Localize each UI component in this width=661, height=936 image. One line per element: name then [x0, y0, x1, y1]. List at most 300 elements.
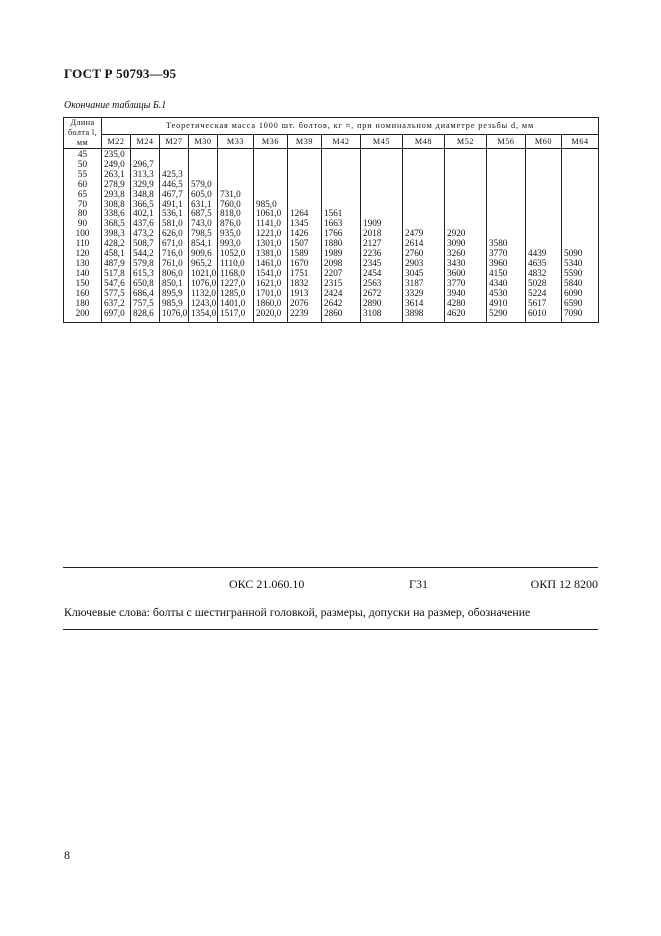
bolt-length-cell: 160 — [64, 289, 102, 299]
mass-value-cell — [361, 149, 403, 160]
mass-value-cell — [562, 209, 599, 219]
classification-row — [63, 577, 598, 593]
mass-value-cell — [254, 190, 288, 200]
mass-value-cell: 2315 — [322, 279, 361, 289]
mass-value-cell: 1110,0 — [218, 259, 254, 269]
mass-value-cell: 3770 — [445, 279, 487, 289]
mass-value-cell: 1052,0 — [218, 249, 254, 259]
bolt-length-cell: 65 — [64, 190, 102, 200]
mass-value-cell: 1141,0 — [254, 219, 288, 229]
mass-value-cell: 1860,0 — [254, 299, 288, 309]
mass-value-cell: 3090 — [445, 239, 487, 249]
bolt-length-cell: 200 — [64, 309, 102, 323]
diameter-header: М60 — [526, 135, 562, 149]
mass-value-cell: 278,9 — [102, 180, 131, 190]
mass-value-cell: 615,3 — [131, 269, 160, 279]
mass-value-cell: 348,8 — [131, 190, 160, 200]
mass-value-cell: 828,6 — [131, 309, 160, 323]
mass-value-cell: 473,2 — [131, 229, 160, 239]
mass-value-cell: 2239 — [288, 309, 322, 323]
mass-value-cell: 577,5 — [102, 289, 131, 299]
mass-value-cell: 6010 — [526, 309, 562, 323]
mass-value-cell: 2236 — [361, 249, 403, 259]
okp-code: ОКП 12 8200 — [530, 577, 598, 591]
mass-value-cell: 850,1 — [160, 279, 189, 289]
mass-value-cell: 1221,0 — [254, 229, 288, 239]
table-row — [64, 180, 599, 190]
mass-value-cell: 3614 — [403, 299, 445, 309]
page-number: 8 — [64, 848, 70, 862]
keywords-line: Ключевые слова: болты с шестигранной головкой, размеры, допуски на размер, обозначение — [64, 605, 531, 619]
mass-value-cell: 2207 — [322, 269, 361, 279]
mass-value-cell: 1517,0 — [218, 309, 254, 323]
mass-value-cell: 731,0 — [218, 190, 254, 200]
bolt-mass-table — [63, 117, 599, 323]
mass-value-cell: 2076 — [288, 299, 322, 309]
mass-value-cell: 1285,0 — [218, 289, 254, 299]
mass-value-cell — [322, 170, 361, 180]
table-row — [64, 279, 599, 289]
footer-top-rule — [63, 567, 598, 568]
mass-value-cell: 5340 — [562, 259, 599, 269]
mass-value-cell: 1381,0 — [254, 249, 288, 259]
mass-value-cell — [562, 190, 599, 200]
length-column-header — [64, 118, 102, 149]
mass-value-cell: 366,5 — [131, 200, 160, 210]
mass-value-cell — [288, 170, 322, 180]
mass-value-cell: 1021,0 — [189, 269, 218, 279]
mass-value-cell — [526, 190, 562, 200]
mass-value-cell: 965,2 — [189, 259, 218, 269]
mass-value-cell — [361, 180, 403, 190]
table-row — [64, 229, 599, 239]
mass-value-cell — [189, 160, 218, 170]
table-row — [64, 239, 599, 249]
mass-value-cell: 5224 — [526, 289, 562, 299]
mass-value-cell — [487, 209, 526, 219]
mass-value-cell: 1561 — [322, 209, 361, 219]
mass-value-cell — [288, 160, 322, 170]
table-row — [64, 170, 599, 180]
mass-value-cell — [403, 170, 445, 180]
mass-value-cell: 3045 — [403, 269, 445, 279]
mass-value-cell — [562, 149, 599, 160]
table-body — [64, 149, 599, 323]
mass-value-cell: 3430 — [445, 259, 487, 269]
table-row — [64, 249, 599, 259]
mass-value-cell — [403, 209, 445, 219]
mass-value-cell: 4150 — [487, 269, 526, 279]
mass-group-header: Теоретическая масса 1000 шт. болтов, кг ≈, при номинальном диаметре резьбы d, мм — [102, 118, 599, 135]
mass-value-cell: 1663 — [322, 219, 361, 229]
mass-value-cell: 985,0 — [254, 200, 288, 210]
mass-value-cell — [288, 190, 322, 200]
table-caption: Окончание таблицы Б.1 — [64, 100, 167, 111]
mass-value-cell: 1132,0 — [189, 289, 218, 299]
mass-value-cell: 1168,0 — [218, 269, 254, 279]
length-header-line1: Длина — [70, 118, 95, 127]
mass-value-cell: 2098 — [322, 259, 361, 269]
mass-value-cell: 2860 — [322, 309, 361, 323]
diameter-header: М24 — [131, 135, 160, 149]
mass-value-cell — [403, 149, 445, 160]
mass-value-cell — [218, 160, 254, 170]
mass-value-cell — [322, 200, 361, 210]
bolt-length-cell: 60 — [64, 180, 102, 190]
mass-value-cell: 508,7 — [131, 239, 160, 249]
mass-value-cell: 2903 — [403, 259, 445, 269]
table-row — [64, 309, 599, 323]
mass-value-cell: 1426 — [288, 229, 322, 239]
mass-value-cell: 761,0 — [160, 259, 189, 269]
mass-value-cell: 895,9 — [160, 289, 189, 299]
mass-value-cell: 402,1 — [131, 209, 160, 219]
mass-value-cell — [322, 190, 361, 200]
mass-value-cell: 2563 — [361, 279, 403, 289]
mass-value-cell: 338,6 — [102, 209, 131, 219]
mass-value-cell: 5028 — [526, 279, 562, 289]
bolt-length-cell: 150 — [64, 279, 102, 289]
mass-value-cell — [526, 160, 562, 170]
mass-value-cell: 5840 — [562, 279, 599, 289]
mass-value-cell: 4832 — [526, 269, 562, 279]
mass-value-cell: 798,5 — [189, 229, 218, 239]
mass-value-cell: 687,5 — [189, 209, 218, 219]
mass-value-cell: 3329 — [403, 289, 445, 299]
mass-value-cell — [445, 219, 487, 229]
mass-value-cell — [160, 149, 189, 160]
mass-value-cell — [562, 170, 599, 180]
mass-value-cell: 425,3 — [160, 170, 189, 180]
mass-value-cell: 5090 — [562, 249, 599, 259]
mass-value-cell — [526, 200, 562, 210]
mass-value-cell: 446,5 — [160, 180, 189, 190]
mass-value-cell: 1227,0 — [218, 279, 254, 289]
mass-value-cell — [322, 160, 361, 170]
mass-value-cell — [526, 180, 562, 190]
mass-value-cell — [160, 160, 189, 170]
diameter-header: М45 — [361, 135, 403, 149]
mass-value-cell: 1909 — [361, 219, 403, 229]
length-header-line2: болта l, — [67, 128, 98, 137]
mass-value-cell: 368,5 — [102, 219, 131, 229]
mass-value-cell: 398,3 — [102, 229, 131, 239]
mass-value-cell: 1461,0 — [254, 259, 288, 269]
mass-value-cell — [526, 209, 562, 219]
mass-value-cell — [288, 200, 322, 210]
diameter-header: М56 — [487, 135, 526, 149]
bolt-length-cell: 80 — [64, 209, 102, 219]
bolt-length-cell: 90 — [64, 219, 102, 229]
mass-value-cell: 2672 — [361, 289, 403, 299]
mass-value-cell: 1345 — [288, 219, 322, 229]
mass-value-cell: 1076,0 — [160, 309, 189, 323]
mass-value-cell — [403, 180, 445, 190]
mass-value-cell: 2454 — [361, 269, 403, 279]
mass-value-cell — [218, 180, 254, 190]
mass-value-cell: 4620 — [445, 309, 487, 323]
mass-value-cell: 637,2 — [102, 299, 131, 309]
mass-value-cell: 437,6 — [131, 219, 160, 229]
mass-value-cell — [562, 219, 599, 229]
mass-value-cell: 3770 — [487, 249, 526, 259]
mass-value-cell: 249,0 — [102, 160, 131, 170]
mass-value-cell: 1301,0 — [254, 239, 288, 249]
mass-value-cell — [189, 170, 218, 180]
mass-value-cell: 2920 — [445, 229, 487, 239]
mass-value-cell: 1061,0 — [254, 209, 288, 219]
mass-value-cell — [288, 149, 322, 160]
mass-value-cell — [487, 219, 526, 229]
mass-value-cell: 5590 — [562, 269, 599, 279]
mass-value-cell: 1401,0 — [218, 299, 254, 309]
mass-value-cell — [445, 209, 487, 219]
mass-value-cell: 3960 — [487, 259, 526, 269]
mass-value-cell — [445, 200, 487, 210]
mass-value-cell: 313,3 — [131, 170, 160, 180]
mass-value-cell — [526, 239, 562, 249]
mass-value-cell: 4910 — [487, 299, 526, 309]
mass-value-cell: 2890 — [361, 299, 403, 309]
mass-value-cell — [218, 149, 254, 160]
mass-value-cell: 7090 — [562, 309, 599, 323]
diameter-header: М42 — [322, 135, 361, 149]
diameter-header: М52 — [445, 135, 487, 149]
mass-value-cell: 3108 — [361, 309, 403, 323]
mass-value-cell: 1880 — [322, 239, 361, 249]
mass-value-cell — [361, 200, 403, 210]
mass-value-cell: 2127 — [361, 239, 403, 249]
bolt-length-cell: 110 — [64, 239, 102, 249]
mass-value-cell: 806,0 — [160, 269, 189, 279]
mass-value-cell — [218, 170, 254, 180]
mass-value-cell — [322, 149, 361, 160]
mass-value-cell: 5290 — [487, 309, 526, 323]
mass-value-cell: 2345 — [361, 259, 403, 269]
mass-value-cell: 1264 — [288, 209, 322, 219]
mass-value-cell: 2018 — [361, 229, 403, 239]
mass-value-cell — [487, 149, 526, 160]
mass-value-cell — [445, 149, 487, 160]
mass-value-cell: 547,6 — [102, 279, 131, 289]
mass-value-cell: 263,1 — [102, 170, 131, 180]
mass-value-cell: 854,1 — [189, 239, 218, 249]
table-row — [64, 190, 599, 200]
diameter-header: М48 — [403, 135, 445, 149]
mass-value-cell: 428,2 — [102, 239, 131, 249]
mass-value-cell: 671,0 — [160, 239, 189, 249]
mass-value-cell: 876,0 — [218, 219, 254, 229]
mass-value-cell — [445, 170, 487, 180]
mass-value-cell: 686,4 — [131, 289, 160, 299]
mass-value-cell: 308,8 — [102, 200, 131, 210]
mass-value-cell: 4530 — [487, 289, 526, 299]
mass-value-cell: 2424 — [322, 289, 361, 299]
mass-value-cell — [288, 180, 322, 190]
bolt-length-cell: 70 — [64, 200, 102, 210]
mass-value-cell: 760,0 — [218, 200, 254, 210]
diameter-header: М33 — [218, 135, 254, 149]
mass-value-cell: 626,0 — [160, 229, 189, 239]
mass-value-cell: 4439 — [526, 249, 562, 259]
mass-value-cell: 2614 — [403, 239, 445, 249]
bolt-length-cell: 120 — [64, 249, 102, 259]
mass-value-cell: 6590 — [562, 299, 599, 309]
mass-value-cell: 1507 — [288, 239, 322, 249]
mass-value-cell: 1832 — [288, 279, 322, 289]
bolt-length-cell: 55 — [64, 170, 102, 180]
table-row — [64, 299, 599, 309]
document-code: ГОСТ Р 50793—95 — [64, 66, 177, 81]
oks-code: ОКС 21.060.10 — [229, 577, 305, 591]
mass-value-cell: 235,0 — [102, 149, 131, 160]
mass-value-cell: 536,1 — [160, 209, 189, 219]
mass-value-cell: 1913 — [288, 289, 322, 299]
mass-value-cell: 3187 — [403, 279, 445, 289]
bolt-length-cell: 45 — [64, 149, 102, 160]
mass-value-cell — [131, 149, 160, 160]
mass-value-cell: 329,9 — [131, 180, 160, 190]
mass-value-cell — [562, 229, 599, 239]
mass-value-cell: 818,0 — [218, 209, 254, 219]
mass-value-cell: 650,8 — [131, 279, 160, 289]
mass-value-cell: 491,1 — [160, 200, 189, 210]
mass-value-cell: 1701,0 — [254, 289, 288, 299]
diameter-header-row — [64, 135, 599, 149]
bolt-length-cell: 180 — [64, 299, 102, 309]
mass-value-cell — [361, 209, 403, 219]
mass-value-cell: 579,8 — [131, 259, 160, 269]
mass-value-cell — [254, 170, 288, 180]
mass-value-cell: 909,6 — [189, 249, 218, 259]
mass-value-cell: 2479 — [403, 229, 445, 239]
mass-value-cell — [445, 160, 487, 170]
mass-value-cell — [487, 190, 526, 200]
mass-value-cell — [487, 200, 526, 210]
mass-value-cell: 985,9 — [160, 299, 189, 309]
mass-value-cell — [487, 170, 526, 180]
mass-value-cell — [403, 160, 445, 170]
mass-value-cell — [562, 180, 599, 190]
mass-value-cell: 296,7 — [131, 160, 160, 170]
mass-value-cell: 1670 — [288, 259, 322, 269]
mass-value-cell — [403, 219, 445, 229]
mass-value-cell: 458,1 — [102, 249, 131, 259]
mass-value-cell: 5617 — [526, 299, 562, 309]
group-code: Г31 — [409, 577, 428, 591]
diameter-header: М22 — [102, 135, 131, 149]
mass-value-cell — [562, 200, 599, 210]
mass-value-cell — [254, 180, 288, 190]
mass-value-cell — [403, 190, 445, 200]
mass-value-cell — [254, 160, 288, 170]
mass-value-cell: 467,7 — [160, 190, 189, 200]
mass-value-cell — [526, 170, 562, 180]
mass-value-cell — [562, 160, 599, 170]
table-row — [64, 219, 599, 229]
mass-value-cell — [526, 219, 562, 229]
mass-value-cell: 2760 — [403, 249, 445, 259]
table-row — [64, 160, 599, 170]
mass-value-cell: 579,0 — [189, 180, 218, 190]
mass-value-cell: 1751 — [288, 269, 322, 279]
mass-value-cell: 2642 — [322, 299, 361, 309]
mass-value-cell: 3940 — [445, 289, 487, 299]
mass-value-cell — [361, 190, 403, 200]
mass-value-cell — [526, 149, 562, 160]
mass-value-cell: 1354,0 — [189, 309, 218, 323]
diameter-header: М30 — [189, 135, 218, 149]
bolt-length-cell: 100 — [64, 229, 102, 239]
mass-value-cell — [361, 160, 403, 170]
mass-value-cell: 544,2 — [131, 249, 160, 259]
mass-value-cell: 4635 — [526, 259, 562, 269]
table-row — [64, 259, 599, 269]
mass-value-cell: 4280 — [445, 299, 487, 309]
mass-value-cell: 935,0 — [218, 229, 254, 239]
bolt-length-cell: 140 — [64, 269, 102, 279]
mass-value-cell: 605,0 — [189, 190, 218, 200]
mass-value-cell: 993,0 — [218, 239, 254, 249]
table-row — [64, 200, 599, 210]
mass-value-cell — [487, 229, 526, 239]
mass-value-cell: 581,0 — [160, 219, 189, 229]
mass-value-cell: 4340 — [487, 279, 526, 289]
mass-value-cell: 697,0 — [102, 309, 131, 323]
mass-value-cell: 517,8 — [102, 269, 131, 279]
diameter-header: М39 — [288, 135, 322, 149]
table-row — [64, 289, 599, 299]
mass-value-cell: 743,0 — [189, 219, 218, 229]
mass-value-cell: 3260 — [445, 249, 487, 259]
mass-value-cell: 3898 — [403, 309, 445, 323]
mass-value-cell — [487, 180, 526, 190]
bolt-length-cell: 50 — [64, 160, 102, 170]
mass-value-cell: 3600 — [445, 269, 487, 279]
mass-value-cell — [403, 200, 445, 210]
diameter-header: М36 — [254, 135, 288, 149]
mass-value-cell — [562, 239, 599, 249]
mass-value-cell: 1541,0 — [254, 269, 288, 279]
mass-value-cell — [254, 149, 288, 160]
bolt-length-cell: 130 — [64, 259, 102, 269]
mass-value-cell — [361, 170, 403, 180]
diameter-header: М27 — [160, 135, 189, 149]
mass-value-cell: 716,0 — [160, 249, 189, 259]
length-header-line3: мм — [76, 138, 89, 147]
mass-value-cell: 631,1 — [189, 200, 218, 210]
mass-value-cell: 757,5 — [131, 299, 160, 309]
mass-value-cell — [526, 229, 562, 239]
table-row — [64, 269, 599, 279]
mass-value-cell — [189, 149, 218, 160]
table-row — [64, 209, 599, 219]
table-row — [64, 149, 599, 160]
mass-value-cell: 1766 — [322, 229, 361, 239]
mass-value-cell: 1589 — [288, 249, 322, 259]
mass-value-cell — [322, 180, 361, 190]
mass-value-cell: 1621,0 — [254, 279, 288, 289]
mass-value-cell: 1989 — [322, 249, 361, 259]
mass-value-cell — [445, 190, 487, 200]
mass-value-cell: 2020,0 — [254, 309, 288, 323]
footer-bottom-rule — [63, 629, 598, 630]
mass-value-cell: 3580 — [487, 239, 526, 249]
mass-value-cell: 293,8 — [102, 190, 131, 200]
mass-value-cell — [487, 160, 526, 170]
mass-value-cell — [445, 180, 487, 190]
diameter-header: М64 — [562, 135, 599, 149]
